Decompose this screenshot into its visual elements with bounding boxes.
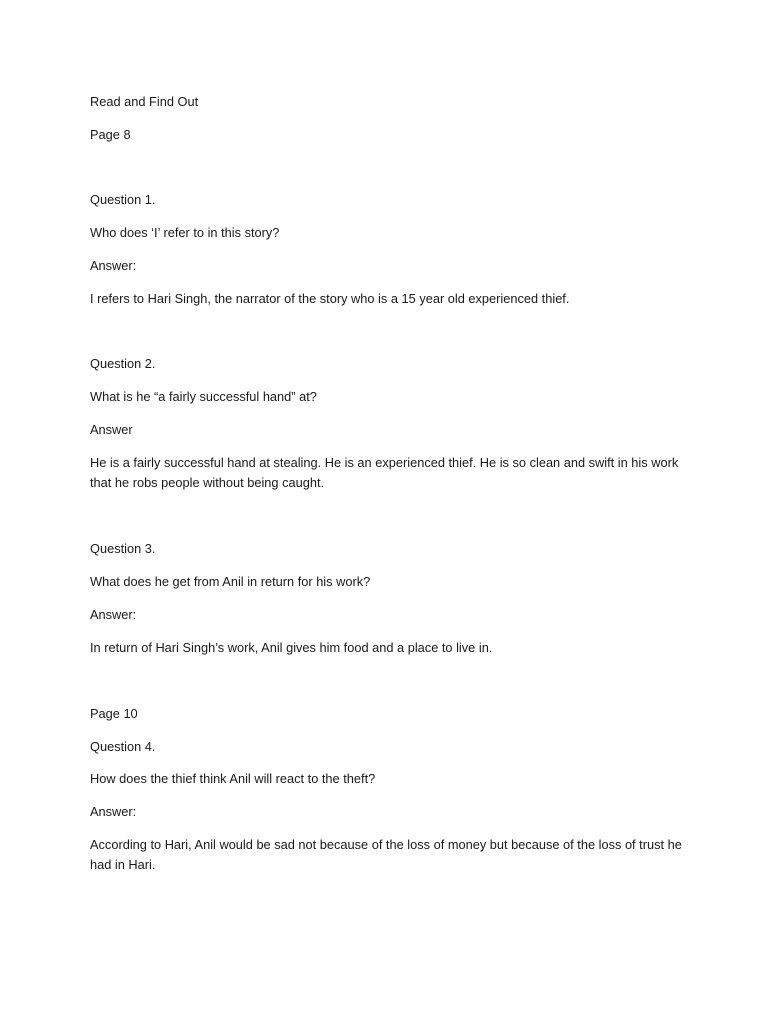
question-3-text: What does he get from Anil in return for his work? xyxy=(90,574,371,589)
question-3-label: Question 3. xyxy=(90,541,156,556)
question-2-text: What is he “a fairly successful hand” at? xyxy=(90,389,317,404)
answer-3-label: Answer: xyxy=(90,607,137,622)
page-number-label: Page 8 xyxy=(90,127,131,142)
answer-2-label: Answer xyxy=(90,422,133,437)
question-4-label: Question 4. xyxy=(90,739,156,754)
question-4-text: How does the thief think Anil will react to the theft? xyxy=(90,771,376,786)
answer-4-text: According to Hari, Anil would be sad not because of the loss of money but because of the loss of trust he had in Hari. xyxy=(90,837,682,872)
question-2-label: Question 2. xyxy=(90,356,156,371)
answer-3-text: In return of Hari Singh’s work, Anil gives him food and a place to live in. xyxy=(90,640,493,655)
question-1-label: Question 1. xyxy=(90,192,156,207)
answer-1-label: Answer: xyxy=(90,258,137,273)
question-1-text: Who does ‘I’ refer to in this story? xyxy=(90,225,280,240)
answer-4-label: Answer: xyxy=(90,804,137,819)
document-heading: Read and Find Out xyxy=(90,94,199,109)
answer-2-text: He is a fairly successful hand at stealing. He is an experienced thief. He is so clean and swift in his work that he robs people without being caught. xyxy=(90,455,679,490)
answer-1-text: I refers to Hari Singh, the narrator of the story who is a 15 year old experienced thief. xyxy=(90,291,570,306)
page-number-label-2: Page 10 xyxy=(90,706,138,721)
